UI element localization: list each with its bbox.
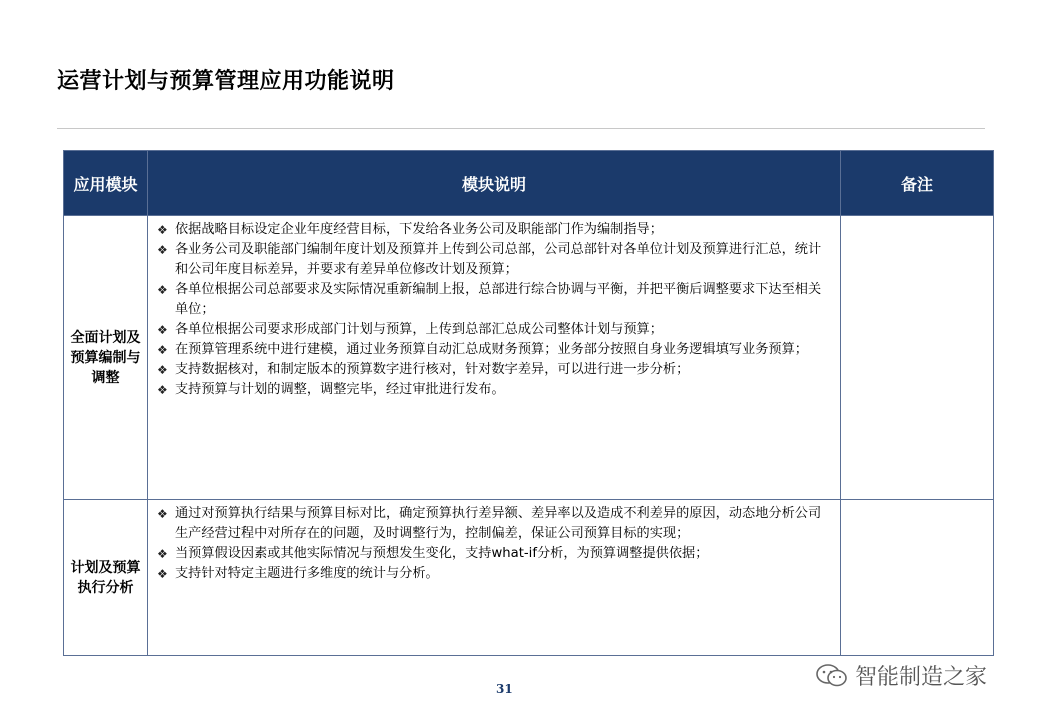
description-cell [148,216,841,500]
list-item: ❖ 当预算假设因素或其他实际情况与预想发生变化，支持what-if分析，为预算调整提供依据； [157,544,834,564]
description-cell [148,500,841,656]
diamond-bullet-icon: ❖ [157,223,168,237]
module-cell [64,500,148,656]
note-cell [841,216,994,500]
list-item: ❖ 支持预算与计划的调整，调整完毕，经过审批进行发布。 [157,380,834,400]
table-header-row [64,151,994,216]
diamond-bullet-icon: ❖ [157,567,168,581]
title-divider [57,128,985,129]
list-item: ❖ 各单位根据公司要求形成部门计划与预算，上传到总部汇总成公司整体计划与预算； [157,320,834,340]
module-name: 计划及预算执行分析 [70,559,141,596]
watermark [815,660,987,691]
table-row [64,216,994,500]
list-item: ❖ 通过对预算执行结果与预算目标对比，确定预算执行差异额、差异率以及造成不利差异的原因，动态地分析公司生产经营过程中对所存在的问题，及时调整行为，控制偏差，保证公司预算目标的实现； [157,506,822,541]
function-table [63,150,994,656]
diamond-bullet-icon: ❖ [157,383,168,397]
module-name: 全面计划及预算编制与调整 [70,329,141,386]
list-item: ❖ 支持针对特定主题进行多维度的统计与分析。 [157,564,834,584]
watermark-text: 智能制造之家 [855,665,988,690]
table-row [64,500,994,656]
header-note: 备注 [841,151,994,216]
diamond-bullet-icon: ❖ [157,243,168,257]
diamond-bullet-icon: ❖ [157,283,168,297]
header-module: 应用模块 [64,151,148,216]
diamond-bullet-icon: ❖ [157,343,168,357]
module-cell [64,216,148,500]
page-title: 运营计划与预算管理应用功能说明 [57,69,395,94]
diamond-bullet-icon: ❖ [157,547,168,561]
diamond-bullet-icon: ❖ [157,507,168,521]
list-item: ❖ 依据战略目标设定企业年度经营目标，下发给各业务公司及职能部门作为编制指导； [157,220,834,240]
note-cell [841,500,994,656]
wechat-icon [815,663,849,689]
diamond-bullet-icon: ❖ [157,323,168,337]
page-number: 31 [496,682,513,696]
list-item: ❖ 各单位根据公司总部要求及实际情况重新编制上报，总部进行综合协调与平衡，并把平衡后调整要求下达至相关单位； [157,282,822,317]
diamond-bullet-icon: ❖ [157,363,168,377]
list-item: ❖ 各业务公司及职能部门编制年度计划及预算并上传到公司总部，公司总部针对各单位计划及预算进行汇总，统计和公司年度目标差异，并要求有差异单位修改计划及预算； [157,242,822,277]
list-item: ❖ 支持数据核对，和制定版本的预算数字进行核对，针对数字差异，可以进行进一步分析； [157,360,834,380]
list-item: ❖ 在预算管理系统中进行建模，通过业务预算自动汇总成财务预算；业务部分按照自身业务逻辑填写业务预算； [157,340,834,360]
header-description: 模块说明 [148,151,841,216]
